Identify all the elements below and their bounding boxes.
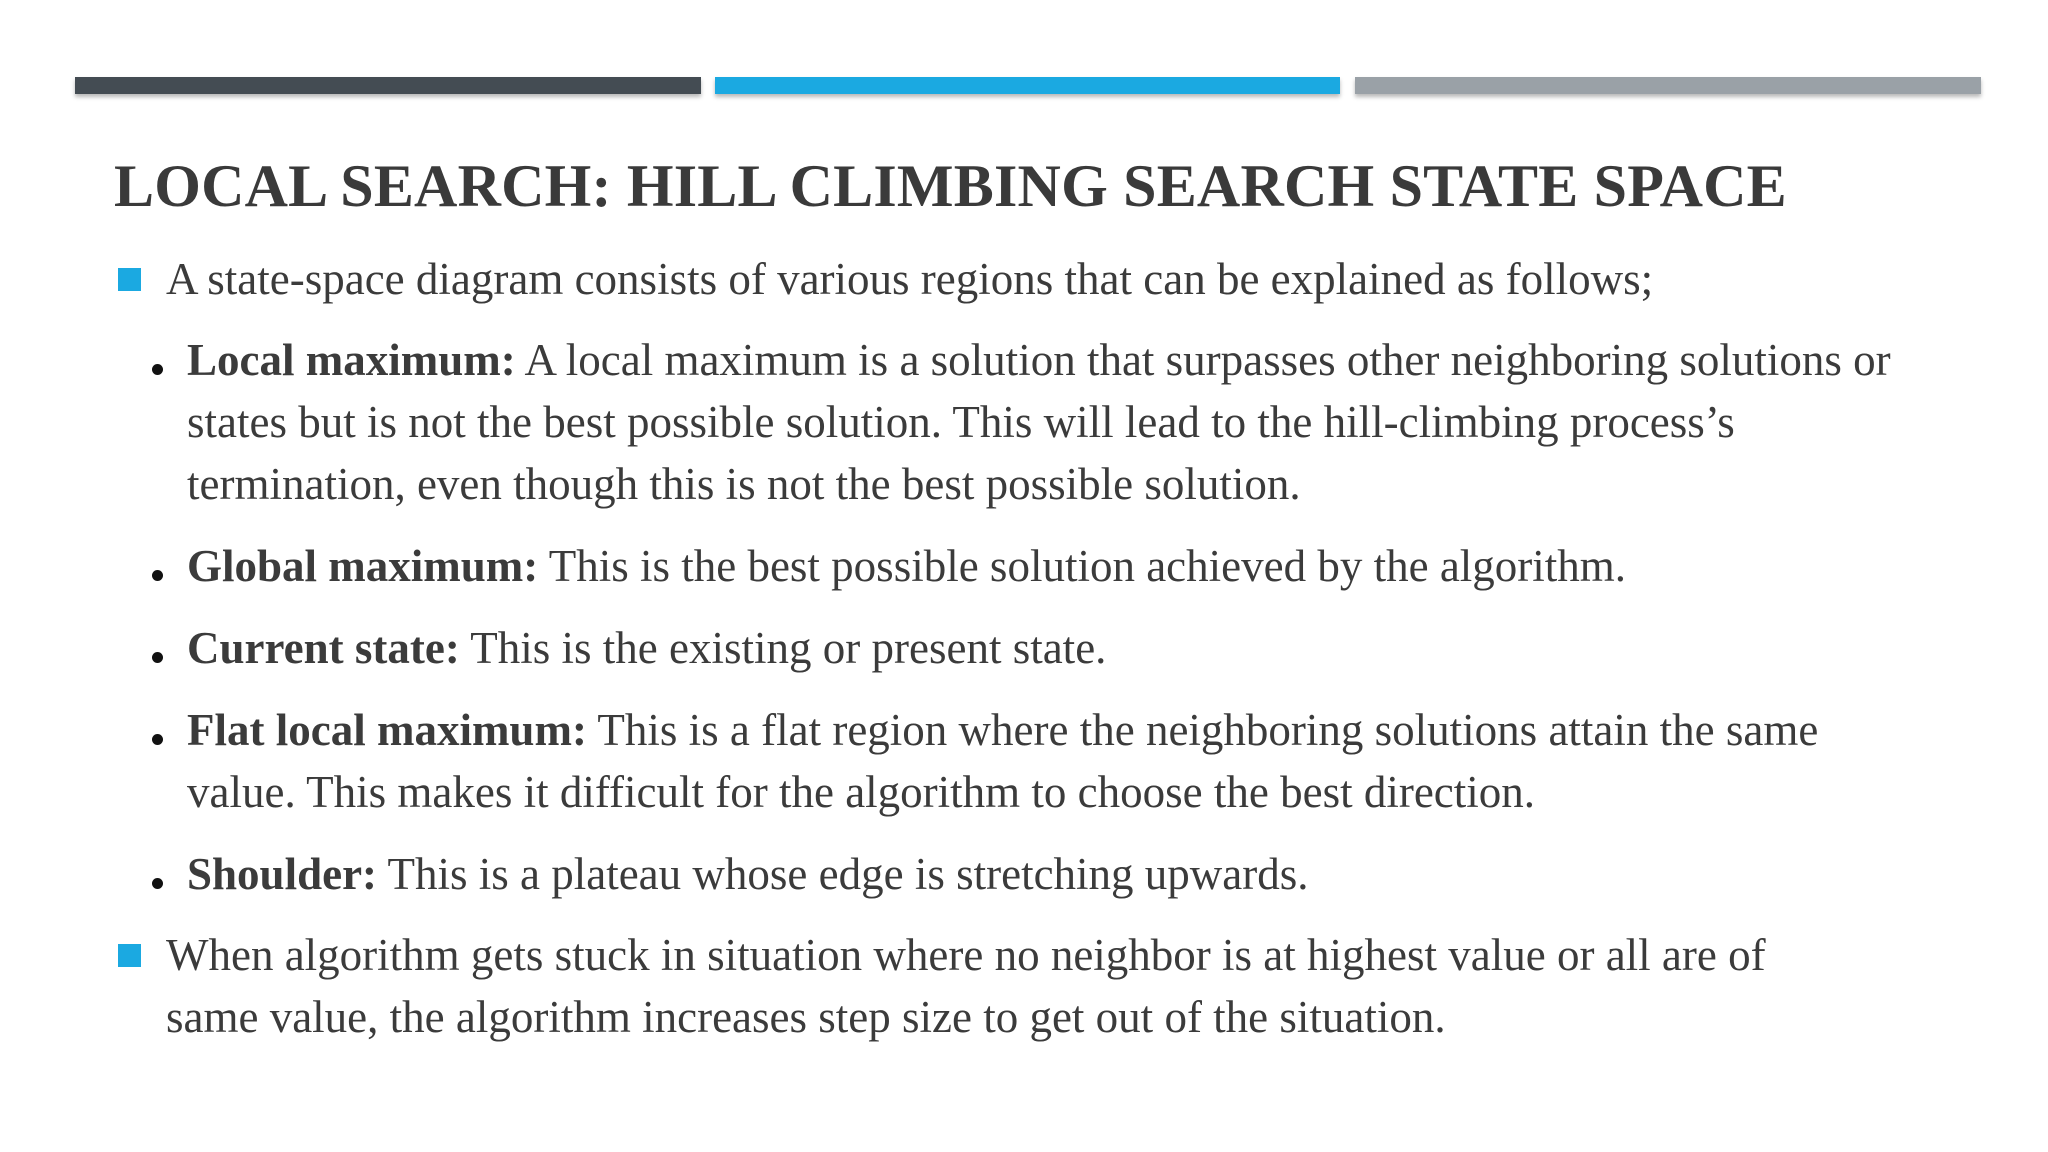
square-bullet-icon (118, 944, 141, 967)
dot-bullet-icon (152, 878, 163, 889)
list-item-flat-local-maximum (187, 699, 1927, 823)
intro-text: A state-space diagram consists of various regions that can be explained as follows; (166, 254, 1654, 304)
term-label: Current state: (187, 623, 460, 673)
term-description: This is a flat region where the neighboring solutions attain the same value. This makes it difficult for the algorithm to choose the best direction. (187, 705, 1819, 817)
outro-text: When algorithm gets stuck in situation where no neighbor is at highest value or all are of same value, the algorithm increases step size to get out of the situation. (166, 930, 1766, 1042)
header-bar-gray (1355, 77, 1981, 94)
term-label: Flat local maximum: (187, 705, 587, 755)
outro-bullet (166, 924, 1866, 1048)
list-item-global-maximum (187, 535, 1947, 597)
term-label: Global maximum: (187, 541, 539, 591)
term-label: Local maximum: (187, 335, 516, 385)
list-item-current-state (187, 617, 1947, 679)
square-bullet-icon (118, 268, 141, 291)
dot-bullet-icon (152, 570, 163, 581)
slide-title: LOCAL SEARCH: HILL CLIMBING SEARCH STATE SPACE (114, 153, 1787, 219)
intro-bullet (166, 248, 1926, 310)
term-description: A local maximum is a solution that surpasses other neighboring solutions or states but is not the best possible solution. This will lead to the hill-climbing process’s termination, even though this is not the best possible solution. (187, 335, 1891, 509)
list-item-shoulder (187, 843, 1947, 905)
header-bar-dark (75, 77, 701, 94)
term-description: This is a plateau whose edge is stretching upwards. (377, 849, 1309, 899)
term-description: This is the best possible solution achieved by the algorithm. (538, 541, 1627, 591)
header-bar-blue (715, 77, 1340, 94)
term-label: Shoulder: (187, 849, 378, 899)
list-item-local-maximum (187, 329, 1947, 515)
dot-bullet-icon (152, 652, 163, 663)
dot-bullet-icon (152, 364, 163, 375)
dot-bullet-icon (152, 734, 163, 745)
term-description: This is the existing or present state. (459, 623, 1107, 673)
